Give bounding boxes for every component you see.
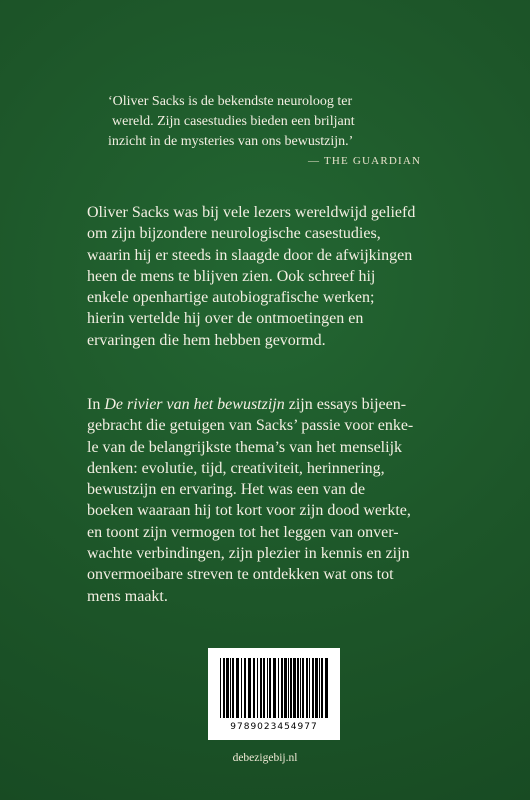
paragraph-line: wachte verbindingen, zijn plezier in kennis en zijn	[87, 545, 410, 563]
barcode-bar	[263, 658, 265, 718]
line-suffix: zijn essays bijeen-	[284, 396, 407, 413]
paragraph-line: gebracht die getuigen van Sacks’ passie voor enke-	[87, 417, 414, 435]
barcode-bar	[223, 658, 225, 718]
paragraph-line: mens maakt.	[87, 587, 168, 605]
paragraph-line	[87, 394, 447, 415]
barcode-bar	[244, 658, 246, 718]
barcode-bar	[278, 658, 279, 718]
barcode-bar	[260, 658, 262, 718]
paragraph-line: le van de belangrijkste thema’s van het menselijk	[87, 438, 403, 456]
isbn-number: 9789023454977	[230, 722, 318, 732]
paragraph-line: om zijn bijzondere neurologische casestudies,	[87, 225, 381, 243]
barcode-bar	[293, 658, 296, 718]
barcode-label	[208, 648, 340, 740]
paragraph-line: ervaringen die hem hebben gevormd.	[87, 331, 326, 349]
publisher-website: debezigebij.nl	[232, 752, 298, 764]
barcode-bar	[290, 658, 292, 718]
barcode-bar	[267, 658, 268, 718]
paragraph-line: Oliver Sacks was bij vele lezers wereldwijd geliefd	[87, 204, 416, 221]
barcode-bar	[302, 658, 304, 718]
barcode-bar	[220, 658, 221, 718]
paragraph-line: hierin vertelde hij over de ontmoetingen en	[87, 310, 364, 328]
description-paragraph-1	[87, 202, 447, 351]
quote-line: ‘Oliver Sacks is de bekendste neuroloog ter	[108, 94, 353, 109]
barcode-bar	[248, 658, 251, 718]
barcode-bar	[321, 658, 323, 718]
barcode-bar	[288, 658, 289, 718]
paragraph-line: denken: evolutie, tijd, creativiteit, herinnering,	[87, 459, 385, 477]
barcode-bar	[284, 658, 287, 718]
paragraph-line: waarin hij er steeds in slaagde door de afwijkingen	[87, 246, 413, 264]
quote-attribution: — THE GUARDIAN	[308, 155, 422, 167]
review-quote	[108, 92, 438, 152]
barcode-bar	[306, 658, 308, 718]
barcode-bar	[300, 658, 301, 718]
barcode-bar	[241, 658, 242, 718]
barcode-bar	[230, 658, 231, 718]
barcode-bar	[319, 658, 320, 718]
barcode-bar	[312, 658, 314, 718]
barcode-bar	[226, 658, 229, 718]
barcode-bar	[281, 658, 283, 718]
quote-line: inzicht in de mysteries van ons bewustzijn.’	[108, 134, 354, 149]
quote-line: wereld. Zijn casestudies bieden een briljant	[112, 114, 355, 129]
barcode-bar	[257, 658, 258, 718]
description-paragraph-2	[87, 394, 447, 607]
paragraph-line: onvermoeibare streven te ontdekken wat ons tot	[87, 566, 394, 584]
barcode-bar	[253, 658, 255, 718]
barcode-bar	[269, 658, 271, 718]
paragraph-line: heen de mens te blijven zien. Ook schreef hij	[87, 267, 376, 285]
paragraph-line: bewustzijn en ervaring. Het was een van de	[87, 481, 366, 499]
barcode-bar	[232, 658, 234, 718]
barcode-bar	[325, 658, 328, 718]
barcode-bar	[297, 658, 299, 718]
barcode-bar	[236, 658, 239, 718]
paragraph-line: enkele openhartige autobiografische werken;	[87, 289, 375, 307]
barcode-bar	[315, 658, 318, 718]
book-title: De rivier van het bewustzijn	[104, 396, 285, 413]
paragraph-line: en toont zijn vermogen tot het leggen van onver-	[87, 523, 399, 541]
barcode-bar	[273, 658, 276, 718]
paragraph-line: boeken waaraan hij tot kort voor zijn dood werkte,	[87, 502, 411, 520]
line-prefix: In	[87, 396, 105, 413]
barcode-bar	[309, 658, 310, 718]
barcode-icon	[218, 658, 330, 720]
